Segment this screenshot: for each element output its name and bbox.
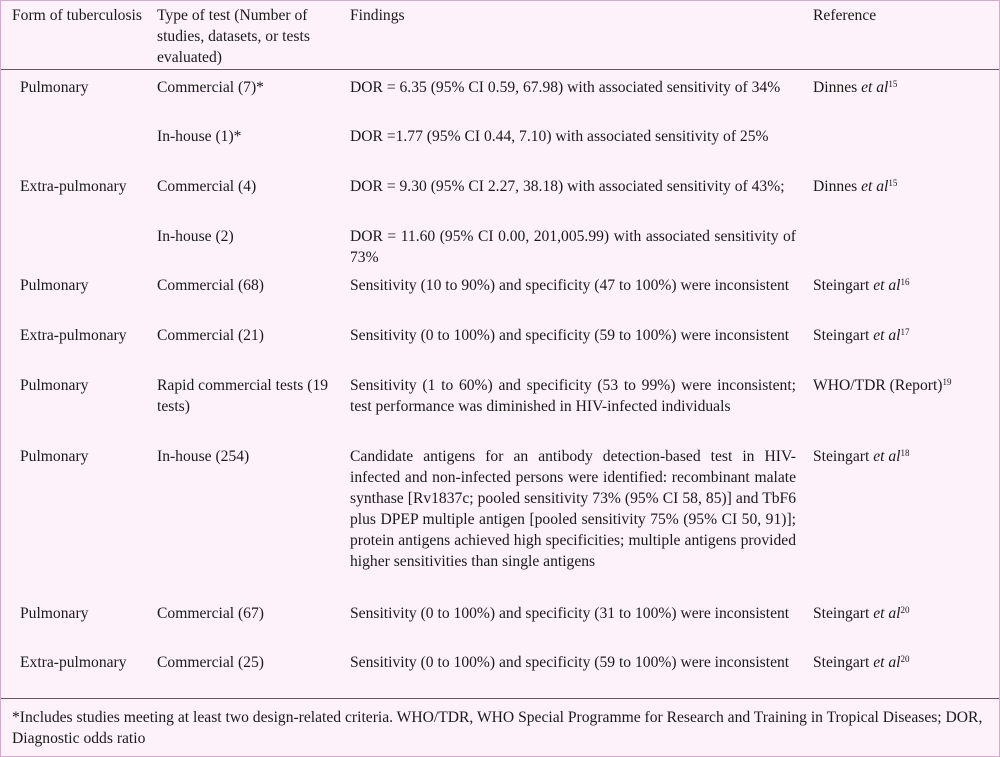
- reference-author: Steingart: [813, 448, 874, 465]
- reference-number: 17: [900, 327, 910, 337]
- row-reference: [813, 375, 998, 396]
- reference-number: 16: [900, 277, 910, 287]
- row-findings: Sensitivity (0 to 100%) and specificity (59 to 100%) were inconsistent: [350, 654, 790, 671]
- row-findings: Sensitivity (10 to 90%) and specificity (47 to 100%) were inconsistent: [350, 277, 790, 294]
- reference-number: 20: [900, 605, 910, 615]
- reference-etal: et al: [861, 79, 889, 96]
- row-findings: Candidate antigens for an antibody detection-based test in HIV-infected and non-infected persons were identified: recombinant malate synthase [Rv1837c; pooled sensitivity 73% (95% CI 58, 85)] and TbF6 plus DPEP multiple antigen [pooled sensitivity 75% (95% CI 50, 91)]; protein antigens achieved high specificities; multiple antigens provided higher sensitivities than single antigens: [350, 448, 796, 570]
- row-form: Extra-pulmonary: [20, 654, 127, 671]
- reference-author: Steingart: [813, 654, 874, 671]
- row-findings: DOR = 11.60 (95% CI 0.00, 201,005.99) with associated sensitivity of 73%: [350, 228, 796, 266]
- reference-number: 15: [888, 178, 898, 188]
- row-reference: [813, 652, 998, 673]
- reference-etal: et al: [861, 178, 889, 195]
- row-reference: [813, 176, 998, 197]
- row-form: Pulmonary: [20, 79, 89, 96]
- row-type: In-house (1)*: [157, 128, 242, 145]
- row-form: Pulmonary: [20, 377, 89, 394]
- header-type: Type of test (Number of studies, datasets, or tests evaluated): [157, 7, 310, 66]
- row-type: Commercial (21): [157, 327, 264, 344]
- row-type: Commercial (4): [157, 178, 257, 195]
- row-form: Extra-pulmonary: [20, 178, 127, 195]
- reference-author: WHO/TDR (Report): [813, 377, 943, 394]
- row-reference: [813, 446, 998, 467]
- row-form: Extra-pulmonary: [20, 327, 127, 344]
- row-reference: [813, 603, 998, 624]
- row-type: In-house (254): [157, 448, 250, 465]
- header-rule: [1, 69, 999, 70]
- reference-author: Dinnes: [813, 79, 862, 96]
- row-reference: [813, 325, 998, 346]
- row-form: Pulmonary: [20, 277, 89, 294]
- reference-number: 15: [888, 79, 898, 89]
- reference-author: Steingart: [813, 327, 874, 344]
- reference-etal: et al: [873, 448, 901, 465]
- reference-author: Dinnes: [813, 178, 862, 195]
- reference-number: 18: [900, 448, 910, 458]
- reference-etal: et al: [873, 654, 901, 671]
- row-findings: DOR = 9.30 (95% CI 2.27, 38.18) with associated sensitivity of 43%;: [350, 178, 785, 195]
- reference-number: 19: [942, 377, 952, 387]
- reference-author: Steingart: [813, 605, 874, 622]
- row-reference: [813, 77, 998, 98]
- row-type: In-house (2): [157, 228, 234, 245]
- header-form: Form of tuberculosis: [12, 7, 142, 24]
- row-type: Commercial (68): [157, 277, 264, 294]
- row-reference: [813, 275, 998, 296]
- row-findings: Sensitivity (1 to 60%) and specificity (53 to 99%) were inconsistent; test performance was diminished in HIV-infected individuals: [350, 377, 796, 415]
- header-findings: Findings: [350, 7, 405, 24]
- reference-etal: et al: [873, 605, 901, 622]
- row-type: Rapid commercial tests (19 tests): [157, 377, 329, 415]
- row-findings: Sensitivity (0 to 100%) and specificity (59 to 100%) were inconsistent: [350, 327, 790, 344]
- reference-number: 20: [900, 654, 910, 664]
- reference-etal: et al: [873, 327, 901, 344]
- row-type: Commercial (67): [157, 605, 264, 622]
- row-form: Pulmonary: [20, 448, 89, 465]
- table-footnote: *Includes studies meeting at least two design-related criteria. WHO/TDR, WHO Special Programme for Research and Training in Tropical Diseases; DOR, Diagnostic odds ratio: [12, 709, 983, 747]
- row-findings: DOR =1.77 (95% CI 0.44, 7.10) with associated sensitivity of 25%: [350, 128, 769, 145]
- row-type: Commercial (7)*: [157, 79, 264, 96]
- reference-etal: et al: [873, 277, 901, 294]
- row-form: Pulmonary: [20, 605, 89, 622]
- reference-author: Steingart: [813, 277, 874, 294]
- row-findings: DOR = 6.35 (95% CI 0.59, 67.98) with associated sensitivity of 34%: [350, 79, 781, 96]
- row-type: Commercial (25): [157, 654, 264, 671]
- bottom-rule: [1, 698, 999, 699]
- row-findings: Sensitivity (0 to 100%) and specificity (31 to 100%) were inconsistent: [350, 605, 790, 622]
- header-reference: Reference: [813, 7, 877, 24]
